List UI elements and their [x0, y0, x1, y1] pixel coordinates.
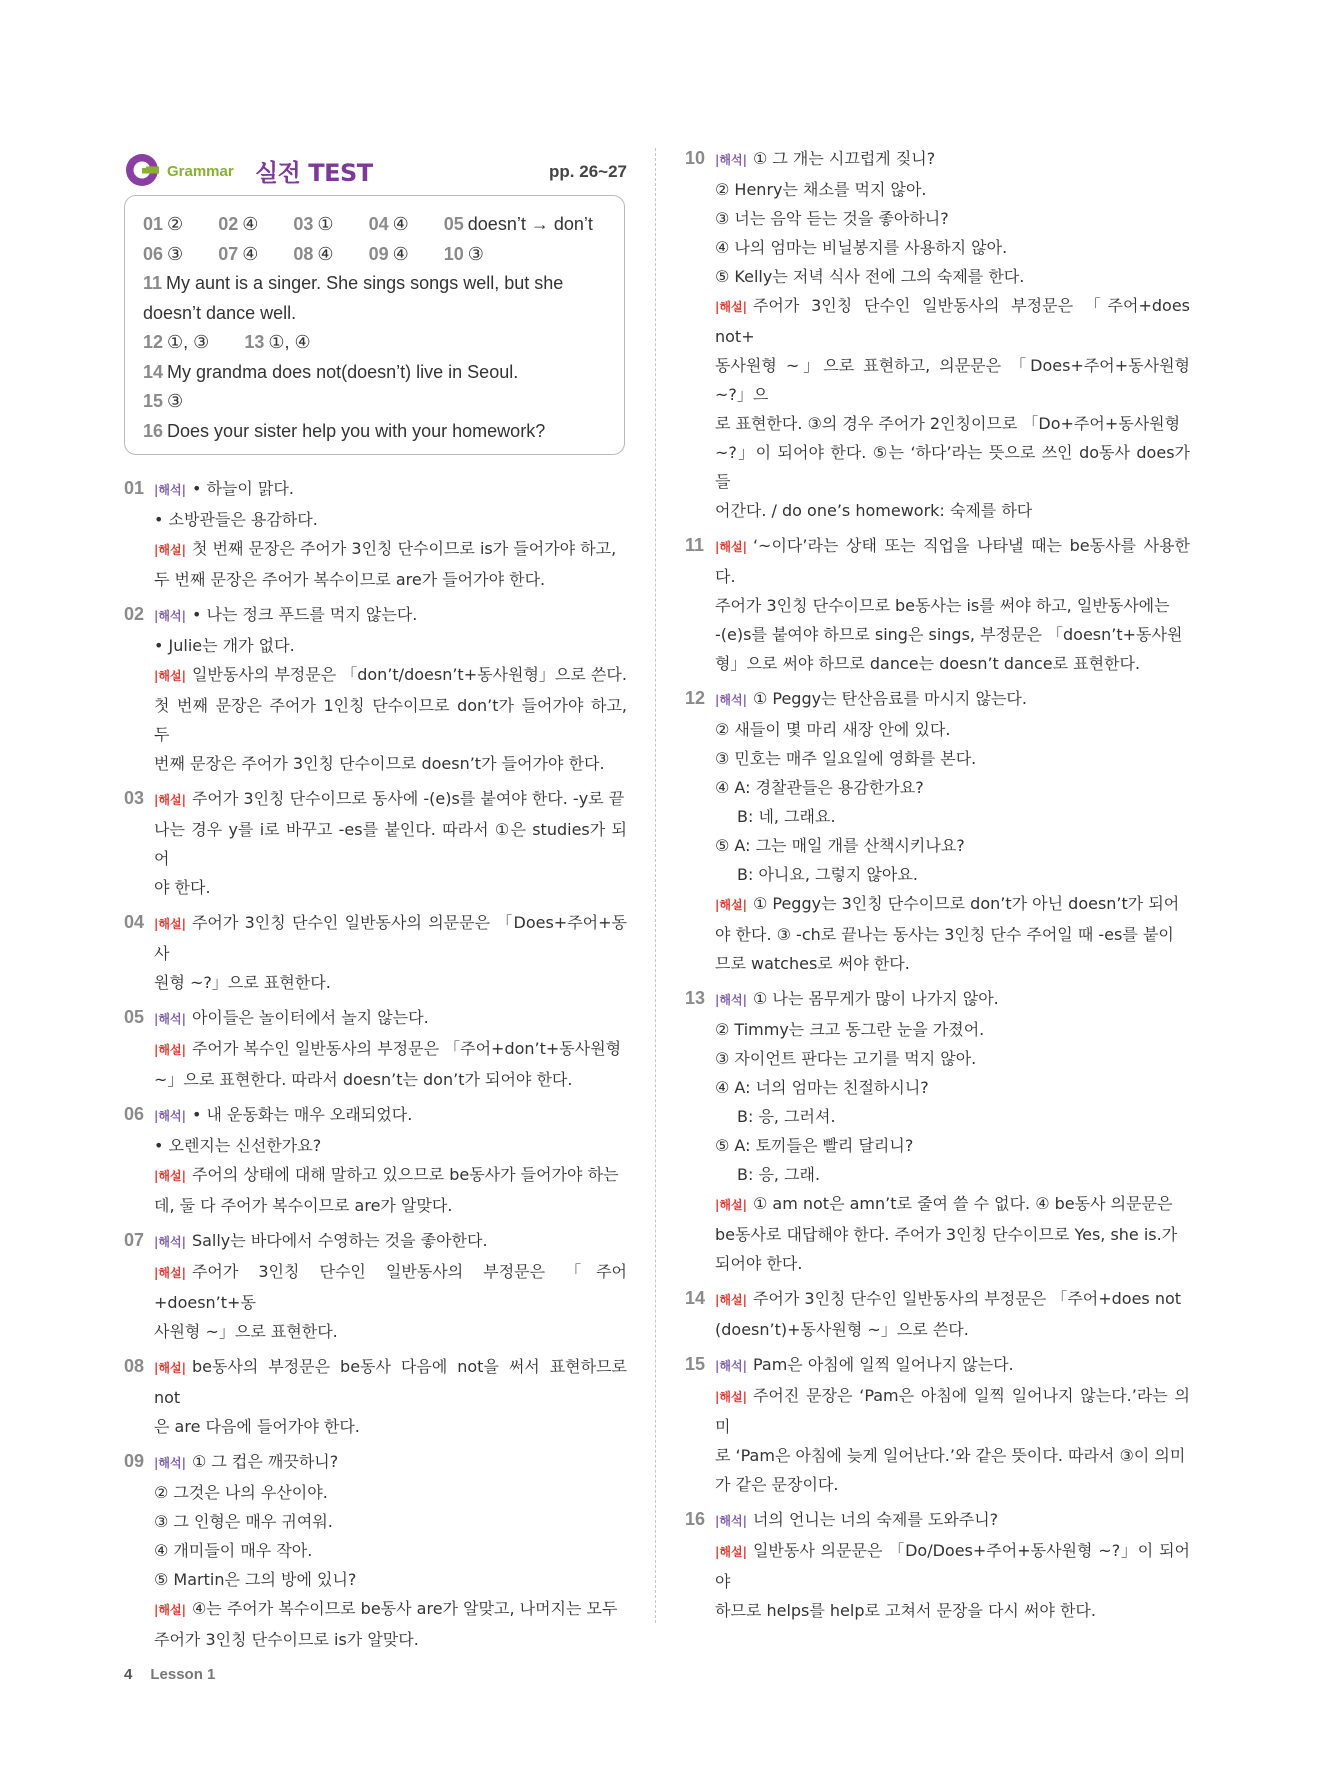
answer-number: 11 — [143, 273, 163, 293]
explanation-tag: |해설| — [154, 1169, 186, 1183]
explanation-text: 번째 문장은 주어가 3인칭 단수이므로 doesn’t가 들어가야 한다. — [154, 754, 605, 773]
explanation-item — [685, 531, 1190, 678]
answer-value: ①, ④ — [268, 332, 311, 352]
answer-row — [143, 328, 608, 358]
translation-text: B: 응, 그러셔. — [737, 1107, 836, 1126]
explanation-text: 원형 ~?」으로 표현한다. — [154, 973, 331, 992]
explanation-text: 주어가 복수인 일반동사의 부정문은 「주어+don’t+동사원형 — [191, 1039, 622, 1058]
explanation-text: ① Peggy는 3인칭 단수이므로 don’t가 아닌 doesn’t가 되어 — [752, 894, 1180, 913]
answer-number: 12 — [143, 332, 164, 352]
explanation-text: be동사의 부정문은 be동사 다음에 not을 써서 표현하므로 not — [154, 1357, 627, 1407]
column-divider — [655, 148, 656, 1623]
lesson-label: Lesson 1 — [150, 1666, 216, 1683]
answer-row — [143, 240, 608, 270]
explanation-text: 로 ‘Pam은 아침에 늦게 일어난다.’와 같은 뜻이다. 따라서 ③이 의미 — [715, 1446, 1186, 1465]
explanation-text: 형」으로 써야 하므로 dance는 doesn’t dance로 표현한다. — [715, 654, 1141, 673]
explanation-tag: |해설| — [715, 1545, 747, 1559]
translation-text: ④ A: 경찰관들은 용감한가요? — [715, 778, 924, 797]
explanation-text: 첫 번째 문장은 주어가 1인칭 단수이므로 don’t가 들어가야 하고, 두 — [154, 696, 627, 744]
explanation-text: 일반동사의 부정문은 「don’t/doesn’t+동사원형」으로 쓴다. — [191, 665, 627, 684]
explanation-text: 야 한다. ③ -ch로 끝나는 동사는 3인칭 단수 주어일 때 -es를 붙이 — [715, 925, 1174, 944]
answer-row — [143, 269, 608, 299]
explanation-text: ~」으로 표현한다. 따라서 doesn’t는 don’t가 되어야 한다. — [154, 1070, 573, 1089]
translation-text: ② 새들이 몇 마리 새장 안에 있다. — [715, 720, 951, 739]
explanation-text: ‘~이다’라는 상태 또는 직업을 나타낼 때는 be동사를 사용한다. — [715, 536, 1190, 586]
explanation-text: 주어가 3인칭 단수이므로 is가 알맞다. — [154, 1630, 419, 1649]
explanation-text: -(e)s를 붙여야 하므로 sing은 sings, 부정문은 「doesn’t+동사원 — [715, 625, 1183, 644]
answer-number: 03 — [293, 214, 314, 234]
translation-text: • 오렌지는 신선한가요? — [154, 1136, 322, 1155]
translation-text: ④ A: 너의 엄마는 친절하시니? — [715, 1078, 929, 1097]
translation-text: • 나는 정크 푸드를 먹지 않는다. — [191, 605, 418, 624]
answer-value: doesn’t → don’t — [467, 214, 593, 234]
translation-tag: |해석| — [715, 693, 747, 707]
translation-text: ⑤ Martin은 그의 방에 있니? — [154, 1570, 357, 1589]
page-range: pp. 26~27 — [549, 162, 627, 181]
answer-value: ② — [167, 214, 184, 234]
explanation-text: 일반동사 의문문은 「Do/Does+주어+동사원형 ~?」이 되어야 — [715, 1541, 1190, 1591]
explanation-item — [124, 1226, 627, 1346]
explanation-item — [124, 474, 627, 594]
explanation-tag: |해설| — [154, 917, 186, 931]
item-number: 02 — [124, 604, 145, 624]
explanation-text: 첫 번째 문장은 주어가 3인칭 단수이므로 is가 들어가야 하고, — [191, 539, 617, 558]
explanation-text: 주어가 3인칭 단수인 일반동사의 의문문은 「Does+주어+동사 — [154, 913, 627, 963]
translation-tag: |해석| — [154, 1109, 186, 1123]
explanation-item — [685, 1350, 1190, 1499]
left-column — [124, 474, 627, 1660]
explanation-item — [124, 908, 627, 997]
explanation-item — [124, 1100, 627, 1220]
item-number: 09 — [124, 1451, 145, 1471]
explanation-text: 주어가 3인칭 단수이므로 동사에 -(e)s를 붙여야 한다. -y로 끝 — [191, 789, 625, 808]
answer-value: ④ — [242, 243, 259, 264]
answer-number: 07 — [218, 243, 239, 264]
item-number: 07 — [124, 1230, 145, 1250]
translation-tag: |해석| — [154, 1456, 186, 1470]
explanation-text: 사원형 ~」으로 표현한다. — [154, 1322, 338, 1341]
explanation-text: 하므로 helps를 help로 고쳐서 문장을 다시 써야 한다. — [715, 1601, 1096, 1620]
translation-tag: |해석| — [715, 153, 747, 167]
answer-value: ③ — [467, 243, 484, 264]
explanation-tag: |해설| — [154, 1266, 186, 1280]
explanation-text: 주어진 문장은 ‘Pam은 아침에 일찍 일어나지 않는다.’라는 의미 — [715, 1386, 1190, 1436]
explanation-item — [685, 1284, 1190, 1344]
translation-text: ③ 자이언트 판다는 고기를 먹지 않아. — [715, 1049, 977, 1068]
answer-number: 14 — [143, 361, 164, 382]
translation-tag: |해석| — [154, 483, 186, 497]
explanation-tag: |해설| — [154, 1361, 186, 1375]
translation-text: ① 그 컵은 깨끗하니? — [191, 1452, 339, 1471]
answer-row — [143, 299, 608, 329]
translation-text: • 내 운동화는 매우 오래되었다. — [191, 1105, 413, 1124]
translation-text: ③ 그 인형은 매우 귀여워. — [154, 1512, 333, 1531]
page-number: 4 — [124, 1666, 133, 1683]
explanation-text: 주어가 3인칭 단수인 일반동사의 부정문은 「주어+doesn’t+동 — [154, 1262, 627, 1312]
explanation-text: 두 번째 문장은 주어가 복수이므로 are가 들어가야 한다. — [154, 570, 546, 589]
answer-number: 02 — [218, 214, 239, 234]
explanation-text: 나는 경우 y를 i로 바꾸고 -es를 붙인다. 따라서 ①은 studies가 되어 — [154, 820, 627, 868]
brand-label: Grammar — [167, 163, 234, 180]
item-number: 05 — [124, 1007, 145, 1027]
explanation-tag: |해설| — [154, 669, 186, 683]
translation-tag: |해석| — [715, 1359, 747, 1373]
answer-number: 06 — [143, 243, 164, 264]
right-column — [685, 144, 1190, 1631]
answer-number: 15 — [143, 391, 164, 411]
answer-value: ①, ③ — [167, 332, 210, 352]
item-number: 13 — [685, 988, 706, 1008]
explanation-text: ④는 주어가 복수이므로 be동사 are가 알맞고, 나머지는 모두 — [191, 1599, 618, 1618]
translation-text: ⑤ A: 토끼들은 빨리 달리니? — [715, 1136, 914, 1155]
explanation-item — [124, 1447, 627, 1654]
item-number: 04 — [124, 912, 145, 932]
explanation-item — [124, 784, 627, 902]
explanation-text: 주어가 3인칭 단수인 일반동사의 부정문은 「주어+does not — [752, 1289, 1182, 1308]
translation-text: B: 네, 그래요. — [737, 807, 836, 826]
translation-tag: |해석| — [154, 1012, 186, 1026]
item-number: 15 — [685, 1354, 706, 1374]
explanation-tag: |해설| — [715, 898, 747, 912]
answer-number: 09 — [368, 243, 389, 264]
explanation-tag: |해설| — [715, 540, 747, 554]
answer-value: My grandma does not(doesn’t) live in Seoul. — [167, 361, 519, 382]
explanation-text: (doesn’t)+동사원형 ~」으로 쓴다. — [715, 1320, 969, 1339]
translation-text: 너의 언니는 너의 숙제를 도와주니? — [752, 1510, 999, 1529]
explanation-item — [124, 1003, 627, 1094]
translation-text: ③ 민호는 매주 일요일에 영화를 본다. — [715, 749, 977, 768]
answer-row — [143, 387, 608, 417]
answer-value: ③ — [167, 391, 184, 411]
item-number: 10 — [685, 148, 706, 168]
translation-tag: |해석| — [154, 609, 186, 623]
explanation-item — [685, 1505, 1190, 1625]
translation-tag: |해석| — [154, 1235, 186, 1249]
item-number: 06 — [124, 1104, 145, 1124]
explanation-tag: |해설| — [154, 543, 186, 557]
answer-row — [143, 210, 608, 240]
explanation-text: be동사로 대답해야 한다. 주어가 3인칭 단수이므로 Yes, she is.가 — [715, 1225, 1178, 1244]
translation-text: ④ 개미들이 매우 작아. — [154, 1541, 313, 1560]
page-footer — [124, 1666, 215, 1683]
explanation-text: 어간다. / do one’s homework: 숙제를 하다 — [715, 501, 1033, 520]
answer-value: ④ — [242, 214, 259, 234]
translation-text: B: 아니요, 그렇지 않아요. — [737, 865, 918, 884]
answer-row — [143, 417, 608, 447]
answer-value: ③ — [167, 243, 184, 264]
answer-number: 10 — [443, 243, 464, 264]
answer-number: 01 — [143, 214, 164, 234]
answer-number: 08 — [293, 243, 314, 264]
explanation-tag: |해설| — [154, 1043, 186, 1057]
answer-row — [143, 358, 608, 388]
answer-value: My aunt is a singer. She sings songs well, but she — [166, 273, 564, 293]
explanation-item — [685, 144, 1190, 525]
explanation-text: 주어의 상태에 대해 말하고 있으므로 be동사가 들어가야 하는 — [191, 1165, 619, 1184]
explanation-text: 므로 watches로 써야 한다. — [715, 954, 910, 973]
translation-tag: |해석| — [715, 1514, 747, 1528]
explanation-item — [685, 984, 1190, 1278]
answer-number: 04 — [368, 214, 389, 234]
item-number: 16 — [685, 1509, 706, 1529]
item-number: 03 — [124, 788, 145, 808]
answer-value: Does your sister help you with your homework? — [167, 420, 546, 441]
explanation-text: 되어야 한다. — [715, 1254, 803, 1273]
section-title: 실전 TEST — [255, 159, 373, 187]
translation-text: B: 응, 그래. — [737, 1165, 821, 1184]
translation-text: ③ 너는 음악 듣는 것을 좋아하니? — [715, 209, 949, 228]
answer-value: ④ — [317, 243, 334, 264]
explanation-tag: |해설| — [715, 1198, 747, 1212]
explanation-text: ~?」이 되어야 한다. ⑤는 ‘하다’라는 뜻으로 쓰인 do동사 does가 들 — [715, 443, 1190, 491]
explanation-text: 은 are 다음에 들어가야 한다. — [154, 1417, 360, 1436]
item-number: 14 — [685, 1288, 706, 1308]
translation-text: Pam은 아침에 일찍 일어나지 않는다. — [752, 1355, 1014, 1374]
answer-number: 05 — [443, 214, 464, 234]
translation-text: ① 나는 몸무게가 많이 나가지 않아. — [752, 989, 999, 1008]
explanation-text: 데, 둘 다 주어가 복수이므로 are가 알맞다. — [154, 1196, 453, 1215]
explanation-text: 가 같은 문장이다. — [715, 1475, 839, 1494]
translation-text: • 소방관들은 용감하다. — [154, 510, 318, 529]
explanation-tag: |해설| — [154, 1603, 186, 1617]
explanation-text: 로 표현한다. ③의 경우 주어가 2인칭이므로 「Do+주어+동사원형 — [715, 414, 1181, 433]
item-number: 12 — [685, 688, 706, 708]
explanation-item — [685, 684, 1190, 978]
item-number: 08 — [124, 1356, 145, 1376]
explanation-tag: |해설| — [715, 300, 747, 314]
translation-text: ① Peggy는 탄산음료를 마시지 않는다. — [752, 689, 1027, 708]
translation-text: ① 그 개는 시끄럽게 짖니? — [752, 149, 936, 168]
explanation-tag: |해설| — [715, 1293, 747, 1307]
item-number: 01 — [124, 478, 145, 498]
translation-text: • Julie는 개가 없다. — [154, 636, 295, 655]
translation-text: Sally는 바다에서 수영하는 것을 좋아한다. — [191, 1231, 488, 1250]
translation-text: ② Timmy는 크고 동그란 눈을 가졌어. — [715, 1020, 985, 1039]
explanation-item — [124, 600, 627, 778]
translation-text: ⑤ Kelly는 저녁 식사 전에 그의 숙제를 한다. — [715, 267, 1025, 286]
translation-text: • 하늘이 맑다. — [191, 479, 294, 498]
translation-text: ⑤ A: 그는 매일 개를 산책시키나요? — [715, 836, 965, 855]
answer-value: ④ — [392, 243, 409, 264]
translation-text: ④ 나의 엄마는 비닐봉지를 사용하지 않아. — [715, 238, 1008, 257]
answer-value: doesn’t dance well. — [143, 302, 297, 323]
item-number: 11 — [685, 535, 705, 555]
translation-text: 아이들은 놀이터에서 놀지 않는다. — [191, 1008, 429, 1027]
explanation-text: 주어가 3인칭 단수이므로 be동사는 is를 써야 하고, 일반동사에는 — [715, 596, 1170, 615]
explanation-item — [124, 1352, 627, 1441]
explanation-tag: |해설| — [154, 793, 186, 807]
explanation-text: 동사원형 ~」으로 표현하고, 의문문은 「Does+주어+동사원형 ~?」으 — [715, 356, 1190, 404]
translation-tag: |해석| — [715, 993, 747, 1007]
grammar-logo-icon — [124, 152, 160, 188]
section-header — [124, 150, 627, 186]
translation-text: ② Henry는 채소를 먹지 않아. — [715, 180, 927, 199]
explanation-text: 야 한다. — [154, 878, 211, 897]
explanation-text: 주어가 3인칭 단수인 일반동사의 부정문은 「주어+does not+ — [715, 296, 1190, 346]
answer-box — [124, 195, 625, 455]
translation-text: ② 그것은 나의 우산이야. — [154, 1483, 328, 1502]
answer-number: 13 — [244, 332, 265, 352]
explanation-text: ① am not은 amn’t로 줄여 쓸 수 없다. ④ be동사 의문문은 — [752, 1194, 1173, 1213]
answer-value: ④ — [392, 214, 409, 234]
explanation-tag: |해설| — [715, 1390, 747, 1404]
answer-value: ① — [317, 214, 334, 234]
answer-number: 16 — [143, 420, 164, 441]
